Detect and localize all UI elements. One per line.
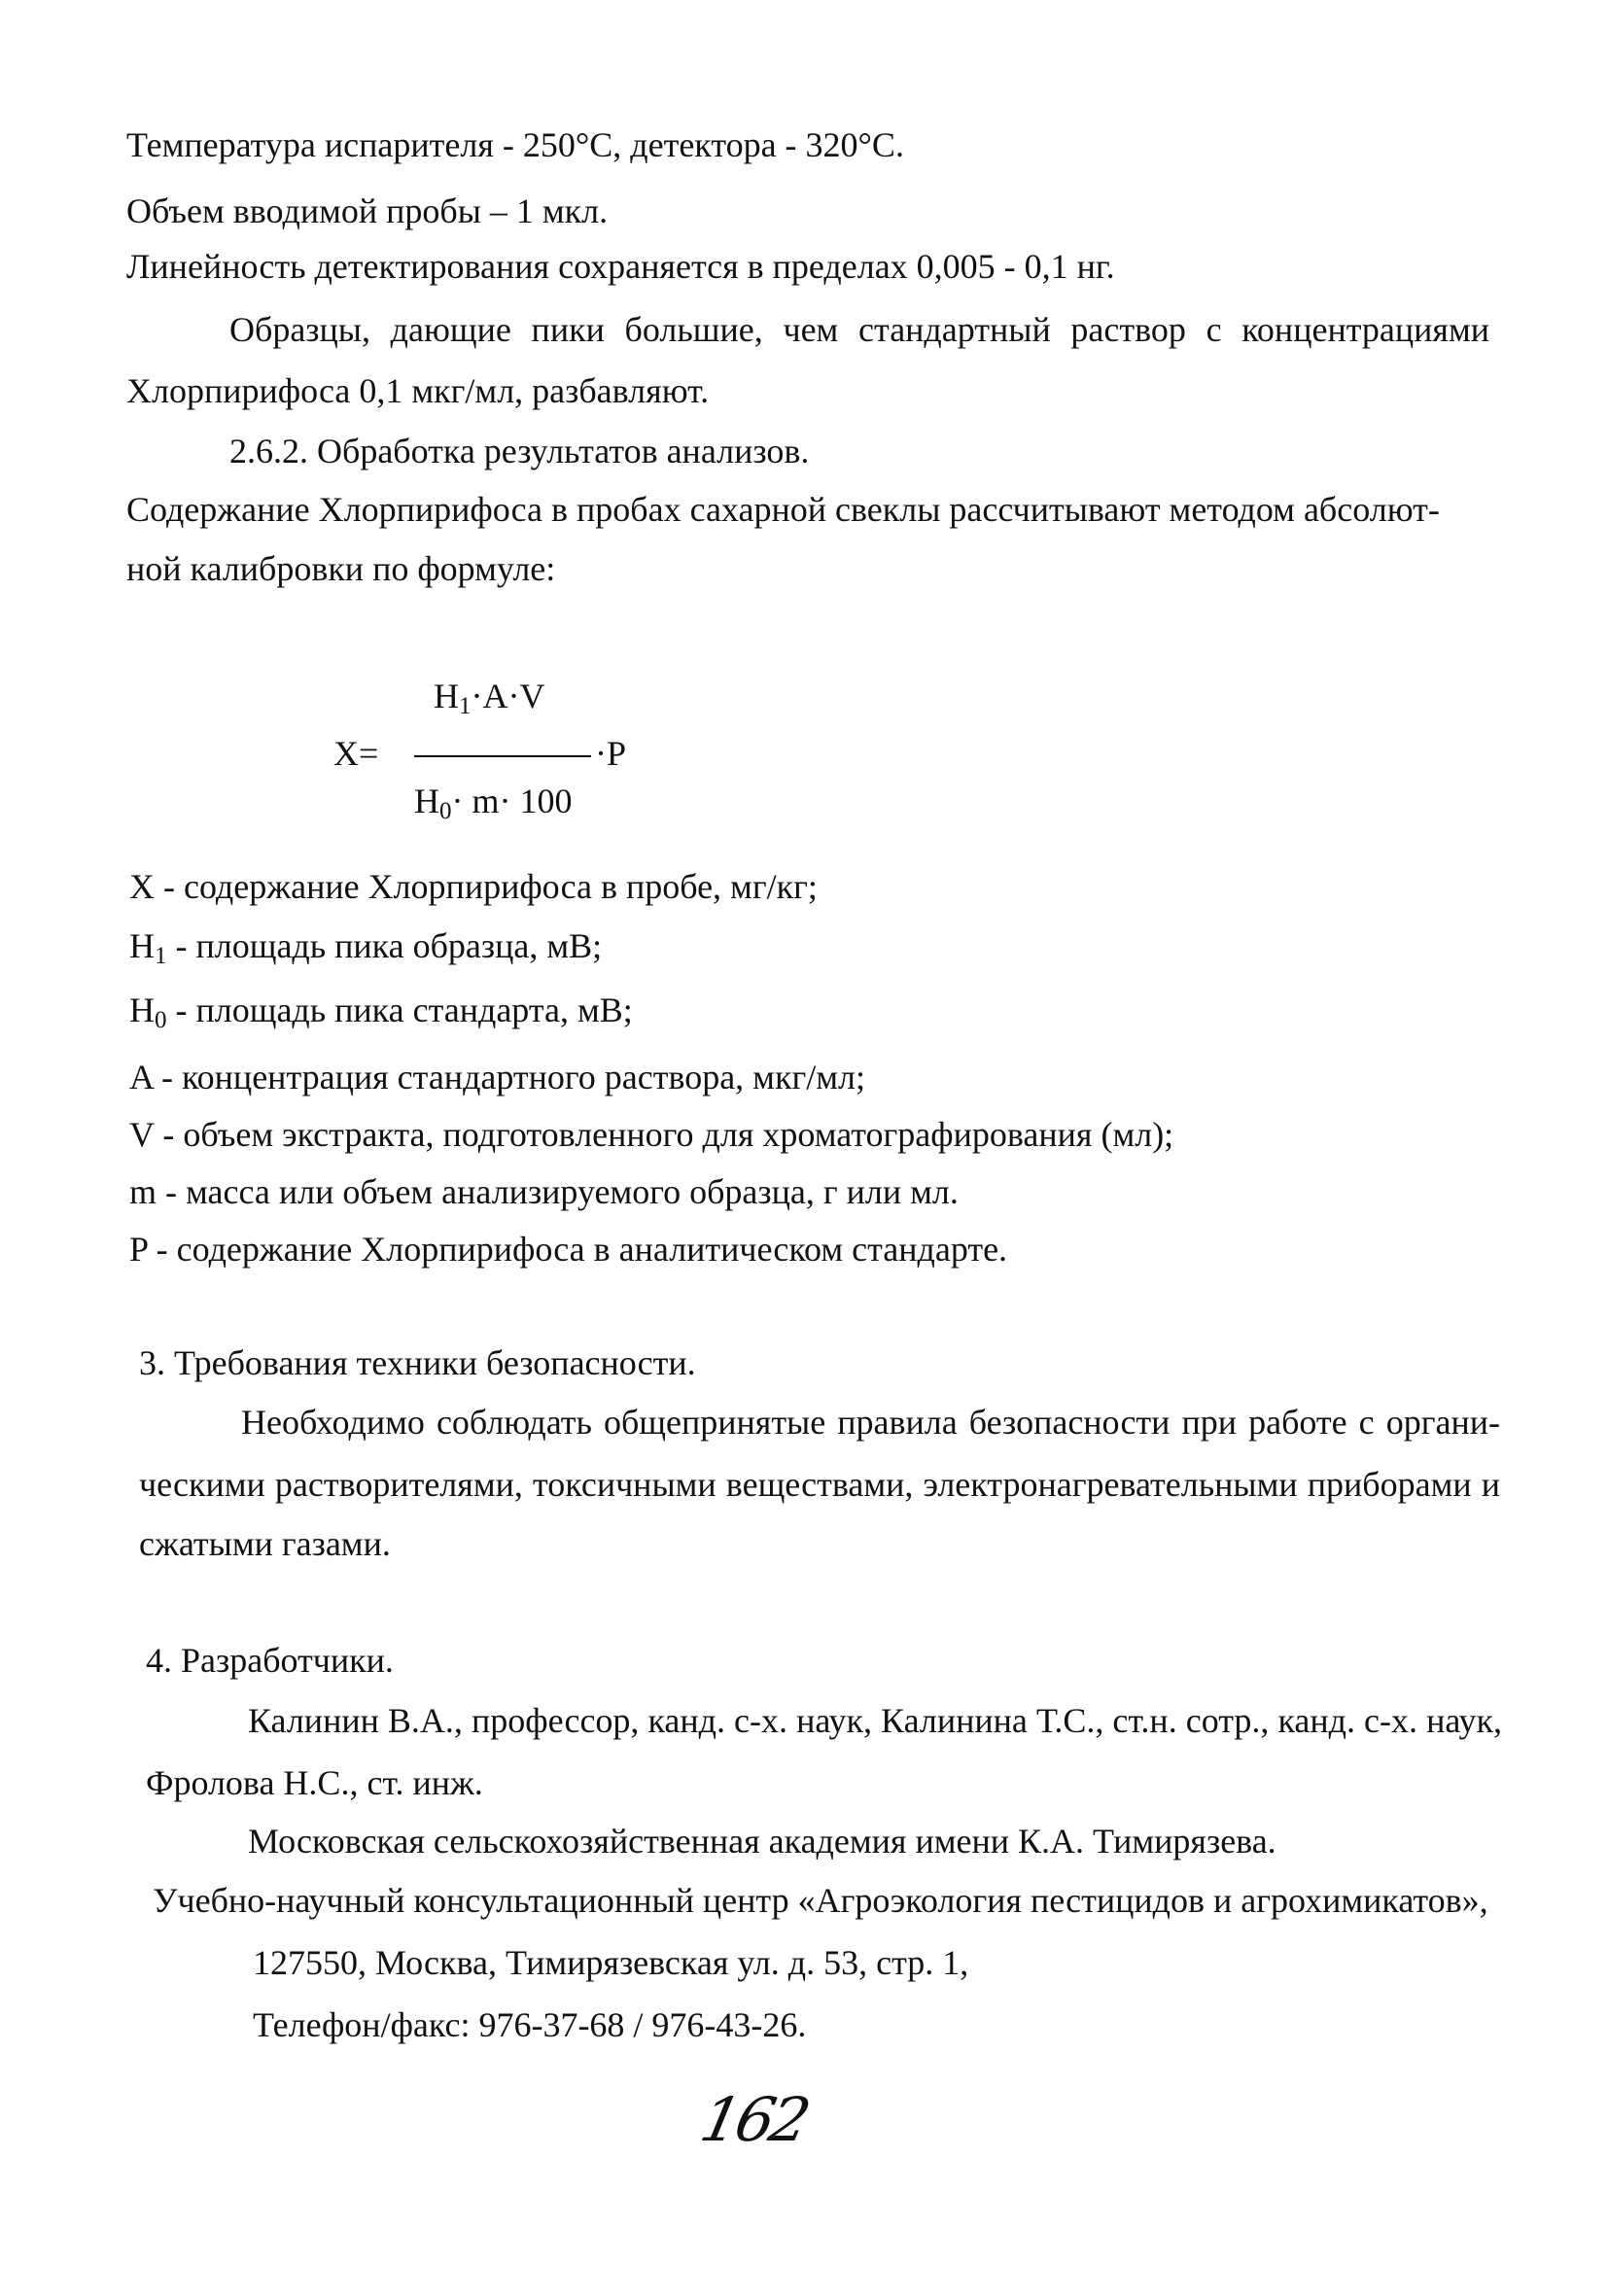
safety-paragraph-line-1: Необходимо соблюдать общепринятые правила безопасности при работе с органи- xyxy=(241,1403,1500,1442)
address-line: 127550, Москва, Тимирязевская ул. д. 53, стр. 1, xyxy=(253,1943,969,1982)
legend-p: P - содержание Хлорпирифоса в аналитическом стандарте. xyxy=(129,1230,1008,1269)
section-4-heading: 4. Разработчики. xyxy=(146,1641,394,1680)
formula-fraction-bar xyxy=(414,755,591,757)
legend-m: m - масса или объем анализируемого образца, г или мл. xyxy=(129,1172,959,1211)
sample-volume-line: Объем вводимой пробы – 1 мкл. xyxy=(126,191,609,230)
center-line: Учебно-научный консультационный центр «Агроэкология пестицидов и агрохимикатов», xyxy=(153,1881,1488,1920)
detection-linearity-line: Линейность детектирования сохраняется в пределах 0,005 - 0,1 нг. xyxy=(126,247,1115,286)
dilution-paragraph-line-1: Образцы, дающие пики большие, чем стандартный раствор с концентрациями xyxy=(229,310,1489,349)
legend-x: X - содержание Хлорпирифоса в пробе, мг/кг; xyxy=(129,867,818,906)
safety-paragraph-line-2: ческими растворителями, токсичными веществами, электронагревательными приборами и xyxy=(139,1465,1500,1504)
legend-h0: $H_0$ - площадь пика стандарта, мВ; xyxy=(129,991,633,1033)
calculation-intro-line-2: ной калибровки по формуле: xyxy=(126,549,556,588)
legend-h1: $H_1$ - площадь пика образца, мВ; xyxy=(129,926,603,969)
developers-line-1: Калинин В.А., профессор, канд. с-х. наук, Калинина Т.С., ст.н. сотр., канд. с-х. наук, xyxy=(248,1701,1502,1740)
legend-v: V - объем экстракта, подготовленного для хроматографирования (мл); xyxy=(129,1115,1174,1154)
section-2-6-2-heading: 2.6.2. Обработка результатов анализов. xyxy=(229,432,810,470)
legend-a: A - концентрация стандартного раствора, мкг/мл; xyxy=(129,1058,865,1096)
page-number: 162 xyxy=(694,2084,814,2155)
evaporator-temperature-line: Температура испарителя - 250°С, детектора - 320°С. xyxy=(126,125,904,164)
formula-lhs: X= xyxy=(333,734,379,773)
phone-fax-line: Телефон/факс: 976-37-68 / 976-43-26. xyxy=(253,2005,807,2044)
formula-denominator: $H_0\cdot m\cdot 100$ xyxy=(414,782,573,824)
institution-line: Московская сельскохозяйственная академия имени К.А. Тимирязева. xyxy=(248,1822,1276,1861)
formula-multiplier: ·P xyxy=(595,734,627,773)
developers-line-2: Фролова Н.С., ст. инж. xyxy=(146,1763,483,1802)
formula-numerator: $H_1\cdot A\cdot V$ xyxy=(434,677,545,719)
dilution-paragraph-line-2: Хлорпирифоса 0,1 мкг/мл, разбавляют. xyxy=(126,371,710,410)
section-3-heading: 3. Требования техники безопасности. xyxy=(139,1343,696,1382)
calculation-intro-line-1: Содержание Хлорпирифоса в пробах сахарной свеклы рассчитывают методом абсолют- xyxy=(126,490,1440,529)
safety-paragraph-line-3: сжатыми газами. xyxy=(139,1524,391,1563)
